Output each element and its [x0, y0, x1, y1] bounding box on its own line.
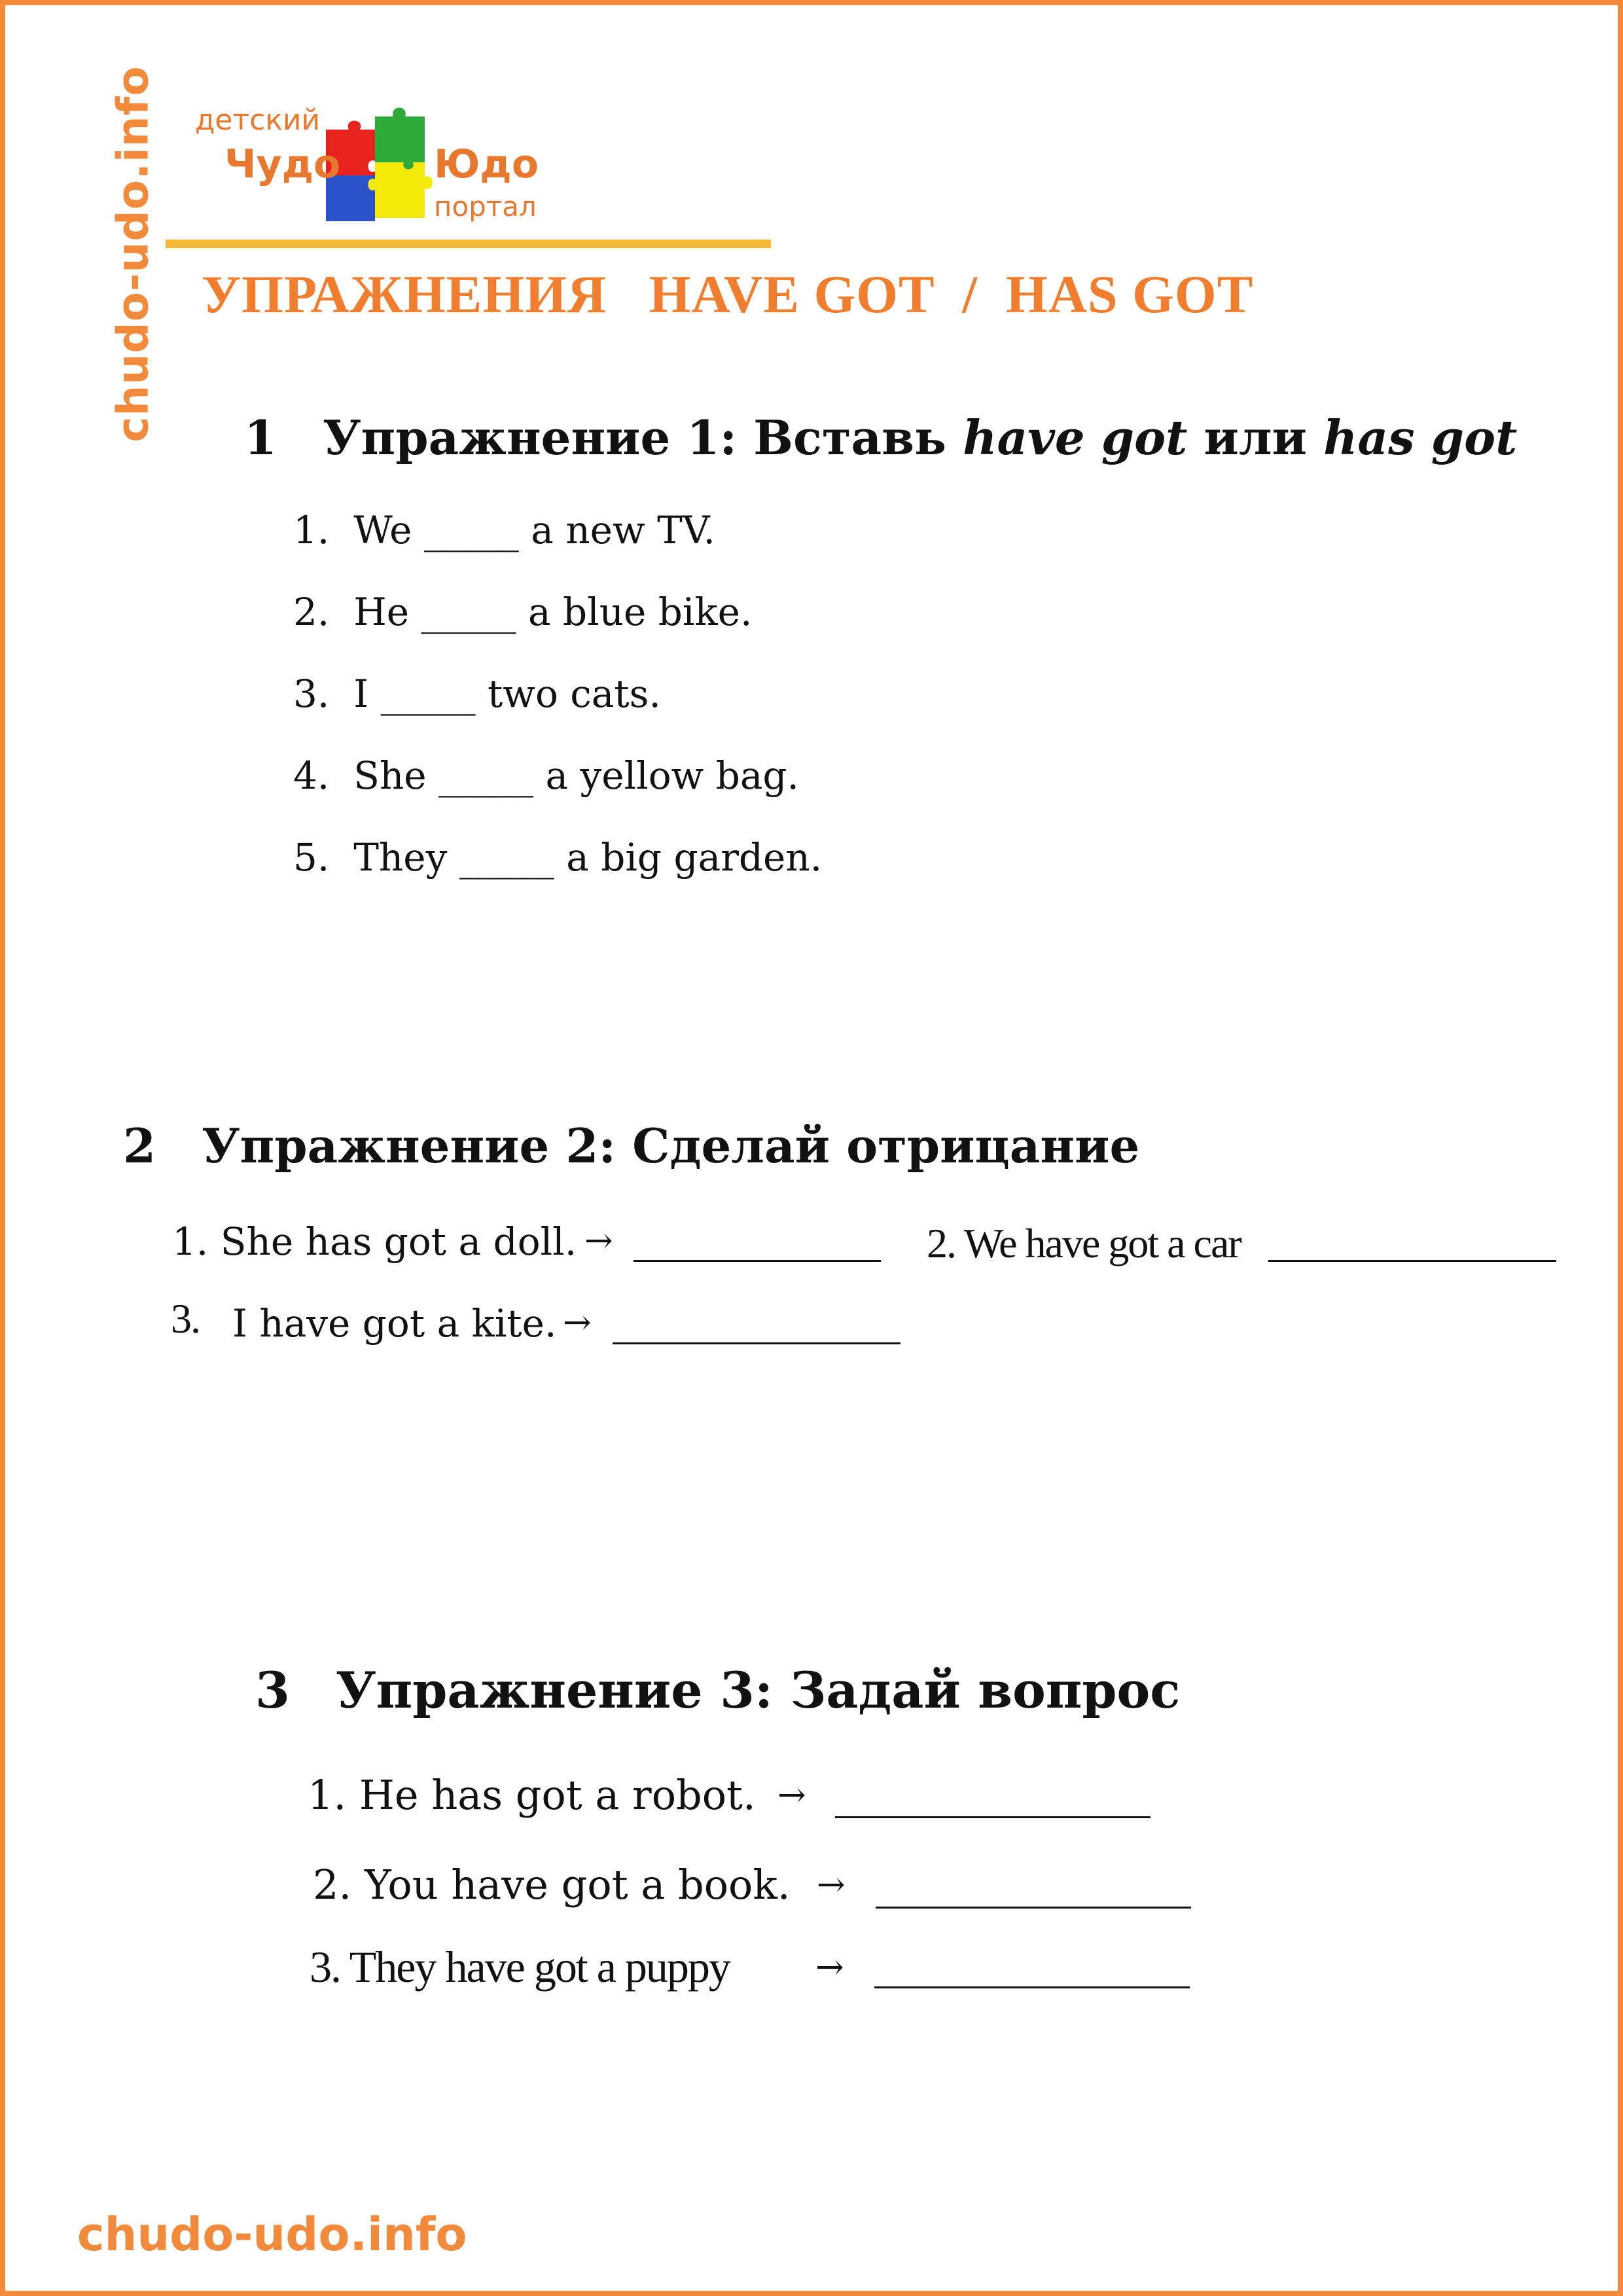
- exercise2-item3-number: 3.: [171, 1295, 200, 1342]
- exercise1-item: 5. They _____ a big garden.: [293, 835, 823, 880]
- answer-line[interactable]: [835, 1816, 1150, 1818]
- exercise1-item: 4. She _____ a yellow bag.: [293, 753, 799, 798]
- exercise2-number: 2: [123, 1118, 156, 1174]
- logo-text-chudo: Чудо: [224, 141, 341, 187]
- exercise1-item: 1. We _____ a new TV.: [293, 508, 715, 552]
- exercise3-heading: 3 Упражнение 3: Задай вопрос: [255, 1661, 1181, 1719]
- title-separator: /: [962, 264, 978, 324]
- exercise1-heading: 1 Упражнение 1: Вставь have got или has got: [244, 410, 1518, 465]
- exercise3-item2: 2. You have got a book.: [313, 1861, 791, 1909]
- answer-line[interactable]: [633, 1260, 881, 1262]
- footer-url: chudo-udo.info: [77, 2208, 467, 2261]
- logo-text-detsky: детский: [195, 103, 321, 137]
- arrow-icon: →: [817, 1865, 846, 1905]
- exercise2-item3: I have got a kite.: [232, 1301, 557, 1346]
- exercise1-item: 2. He _____ a blue bike.: [293, 590, 753, 634]
- answer-line[interactable]: [1268, 1260, 1556, 1262]
- exercise2-item1: 1. She has got a doll.: [172, 1219, 577, 1264]
- title-part1: УПРАЖНЕНИЯ: [202, 264, 607, 324]
- header-divider: [166, 240, 771, 248]
- exercise2-item2: 2. We have got a car: [927, 1220, 1241, 1266]
- answer-line[interactable]: [613, 1342, 901, 1344]
- side-watermark-url: chudo-udo.info: [107, 65, 158, 442]
- exercise3-item1: 1. He has got a robot.: [308, 1771, 756, 1819]
- arrow-icon: →: [777, 1776, 806, 1815]
- logo-text-yudo: Юдо: [434, 141, 539, 187]
- arrow-icon: →: [584, 1221, 613, 1261]
- answer-line[interactable]: [876, 1907, 1191, 1909]
- arrow-icon: →: [563, 1303, 592, 1342]
- title-part2: HAVE GOT: [649, 264, 935, 324]
- exercise2-heading: 2 Упражнение 2: Сделай отрицание: [123, 1118, 1140, 1174]
- title-part3: HAS GOT: [1006, 264, 1254, 324]
- logo-text-portal: портал: [434, 190, 537, 223]
- exercise3-item3: 3. They have got a puppy: [310, 1942, 730, 1992]
- answer-line[interactable]: [874, 1986, 1190, 1988]
- exercise1-number: 1: [244, 410, 277, 465]
- exercise1-item: 3. I _____ two cats.: [293, 672, 661, 716]
- arrow-icon: →: [815, 1948, 844, 1987]
- exercise3-number: 3: [255, 1661, 290, 1719]
- worksheet-title: [202, 264, 1253, 325]
